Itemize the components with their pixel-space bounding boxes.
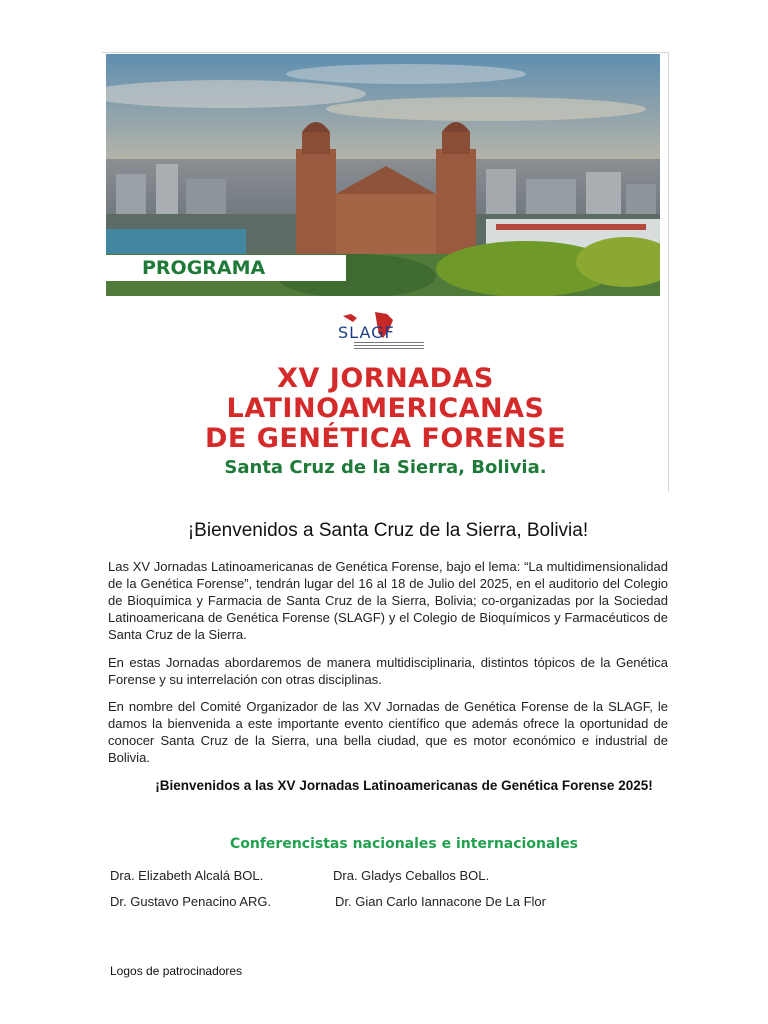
- programa-label: PROGRAMA: [106, 255, 346, 281]
- speaker-item: Dr. Gian Carlo Iannacone De La Flor: [335, 894, 546, 909]
- banner-title-area: [102, 296, 669, 492]
- event-title-line-1: XV JORNADAS: [277, 363, 494, 394]
- welcome-paragraph-1: Las XV Jornadas Latinoamericanas de Genética Forense, bajo el lema: “La multidimensionalidad de la Genética Forense”, tendrán lugar del 16 al 18 de Julio del 2025, en el auditorio del Colegio de Bioquímica y Farmacia de Santa Cruz de la Sierra, Bolivia; co-organizadas por la Sociedad Latinoamericana de Genética Forense (SLAGF) y el Colegio de Bioquímicos y Farmacéuticos de Santa Cruz de la Sierra.: [108, 559, 668, 642]
- welcome-paragraph-2: En estas Jornadas abordaremos de manera multidisciplinaria, distintos tópicos de la Genética Forense y su interrelación con otras disciplinas.: [108, 655, 668, 687]
- speakers-heading: Conferencistas nacionales e internacionales: [229, 836, 579, 852]
- slagf-logo: [338, 323, 395, 342]
- speaker-item: Dr. Gustavo Penacino ARG.: [110, 894, 272, 909]
- slagf-logo-text: SLAGF: [338, 323, 395, 342]
- closing-message: ¡Bienvenidos a las XV Jornadas Latinoamericanas de Genética Forense 2025!: [155, 778, 653, 793]
- event-title-line-2: LATINOAMERICANAS: [226, 393, 545, 424]
- speaker-item: Dra. Gladys Ceballos BOL.: [333, 868, 490, 883]
- event-title-line-3: DE GENÉTICA FORENSE: [204, 423, 567, 454]
- sponsors-label: Logos de patrocinadores: [110, 964, 243, 978]
- welcome-paragraph-3: En nombre del Comité Organizador de las XV Jornadas de Genética Forense de la SLAGF, le damos la bienvenida a este importante evento científico que además ofrece la oportunidad de conocer Santa Cruz de la Sierra, una bella ciudad, que es motor económico e industrial de Bolivia.: [108, 699, 668, 765]
- welcome-heading: ¡Bienvenidos a Santa Cruz de la Sierra, Bolivia!: [187, 520, 589, 541]
- event-location-subtitle: Santa Cruz de la Sierra, Bolivia.: [224, 457, 547, 478]
- header-banner: [102, 52, 669, 492]
- speaker-item: Dra. Elizabeth Alcalá BOL.: [110, 868, 264, 883]
- logo-subtitle-lines: [354, 342, 424, 349]
